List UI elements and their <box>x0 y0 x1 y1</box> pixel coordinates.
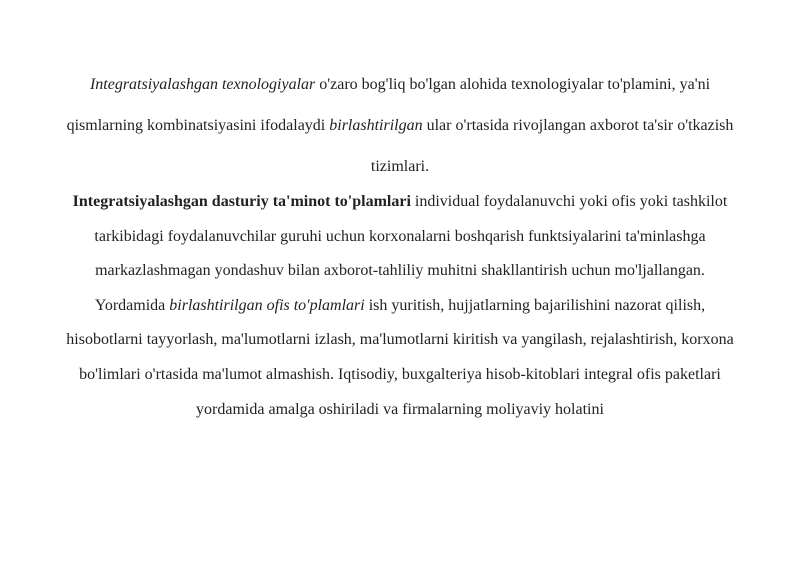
emphasis-integrated: birlashtirilgan <box>329 117 423 134</box>
paragraph-integrated-technologies <box>66 64 734 187</box>
paragraph2-text-b: ish yuritish, hujjatlarning bajarilishini nazorat qilish, hisobotlarni tayyorlash, ma'lumotlarni izlash, ma'lumotlarni kiritish va yangilash, rejalashtirish, korxona bo'limlari o'rtasida ma'lumot almashish. Iqtisodiy, buxgalteriya hisob-kitoblari integral ofis paketlari yordamida amalga oshiriladi va firmalarning moliyaviy holatini <box>66 296 734 418</box>
paragraph1-text-a: o'zaro bog'liq bo'lgan alohida texnologiyalar to'plamini, ya'ni qismlarning kombinatsiyasini ifodalaydi <box>66 76 711 134</box>
paragraph-integrated-software-packages <box>66 185 734 427</box>
emphasis-integrated-office-packages: birlashtirilgan ofis to'plamlari <box>169 296 365 314</box>
paragraph1-text-b: ular o'rtasida rivojlangan axborot ta'sir o'tkazish tizimlari. <box>370 117 734 175</box>
paragraph2-text-a: individual foydalanuvchi yoki ofis yoki tashkilot tarkibidagi foydalanuvchilar guruhi uchun korxonalarni boshqarish funktsiyalarini ta'minlashga markazlashmagan yondashuv bilan axborot-tahliliy muhitni shakllantirish uchun mo'ljallangan. Yordamida <box>94 193 728 314</box>
term-integrated-software-packages: Integratsiyalashgan dasturiy ta'minot to'plamlari <box>72 193 411 210</box>
term-integrated-technologies: Integratsiyalashgan texnologiyalar <box>89 76 316 93</box>
